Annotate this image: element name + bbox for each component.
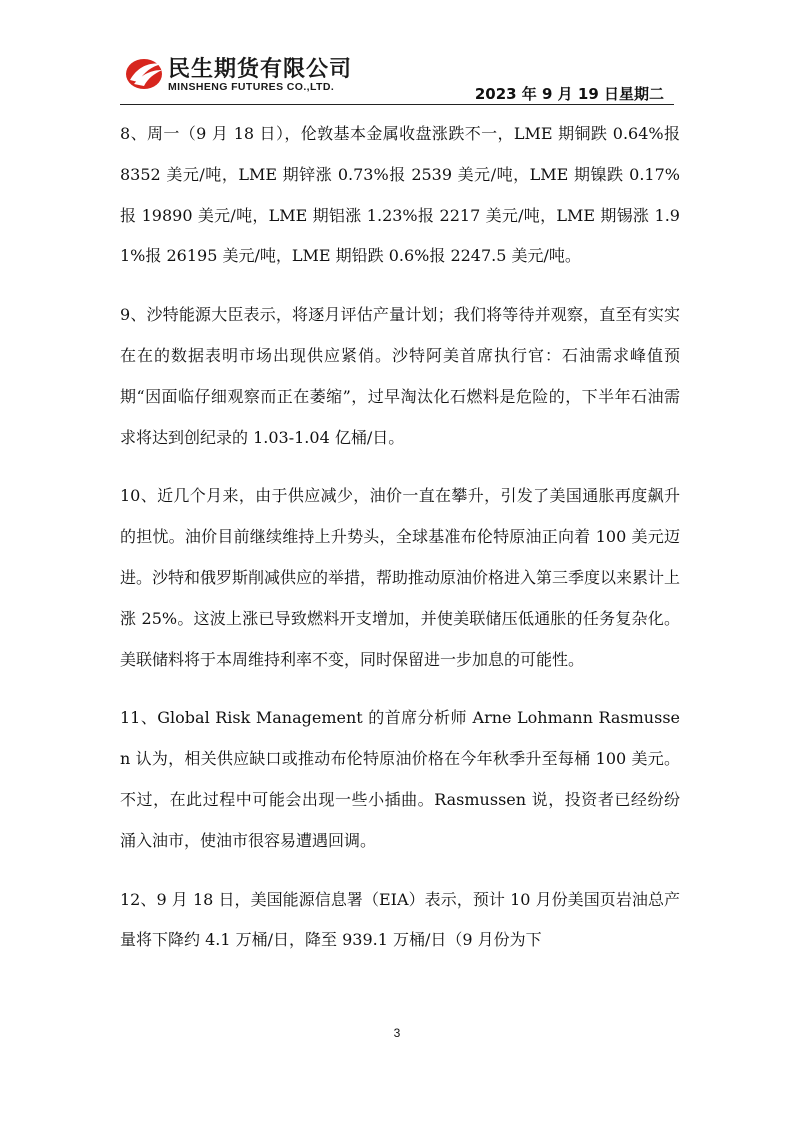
report-date: 2023 年 9 月 19 日星期二 [474, 85, 664, 103]
minsheng-logo-icon [124, 56, 164, 92]
news-item-8: 8、周一（9 月 18 日），伦敦基本金属收盘涨跌不一，LME 期铜跌 0.64%报 8352 美元/吨，LME 期锌涨 0.73%报 2539 美元/吨，LME 期镍跌 0.17%报 19890 美元/吨，LME 期铝涨 1.23%报 2217 美元/吨，LME 期锡涨 1.91%报 26195 美元/吨，LME 期铅跌 0.6%报 2247.5 美元/吨。 [120, 124, 680, 266]
page-number: 3 [393, 1026, 401, 1040]
company-name-en: MINSHENG FUTURES CO.,LTD. [168, 81, 335, 93]
company-name-cn: 民生期货有限公司 [168, 57, 353, 82]
news-item-11: 11、Global Risk Management 的首席分析师 Arne Lohmann Rasmussen 认为，相关供应缺口或推动布伦特原油价格在今年秋季升至每桶 100 美元。不过，在此过程中可能会出现一些小插曲。Rasmussen 说，投资者已经纷纷涌入油市，使油市很容易遭遇回调。 [120, 708, 680, 850]
report-body [120, 114, 680, 979]
page-header [0, 0, 794, 110]
news-item-12: 12、9 月 18 日，美国能源信息署（EIA）表示，预计 10 月份美国页岩油总产量将下降约 4.1 万桶/日，降至 939.1 万桶/日（9 月份为下 [120, 889, 680, 950]
news-item-10: 10、近几个月来，由于供应减少，油价一直在攀升，引发了美国通胀再度飙升的担忧。油价目前继续维持上升势头，全球基准布伦特原油正向着 100 美元迈进。沙特和俄罗斯削减供应的举措，帮助推动原油价格进入第三季度以来累计上涨 25%。这波上涨已导致燃料开支增加，并使美联储压低通胀的任务复杂化。美联储料将于本周维持利率不变，同时保留进一步加息的可能性。 [120, 486, 681, 669]
company-logo [124, 50, 384, 100]
header-divider [120, 104, 674, 105]
news-item-9: 9、沙特能源大臣表示，将逐月评估产量计划；我们将等待并观察，直至有实实在在的数据表明市场出现供应紧俏。沙特阿美首席执行官：石油需求峰值预期“因面临仔细观察而正在萎缩”，过早淘汰化石燃料是危险的，下半年石油需求将达到创纪录的 1.03-1.04 亿桶/日。 [120, 305, 680, 447]
